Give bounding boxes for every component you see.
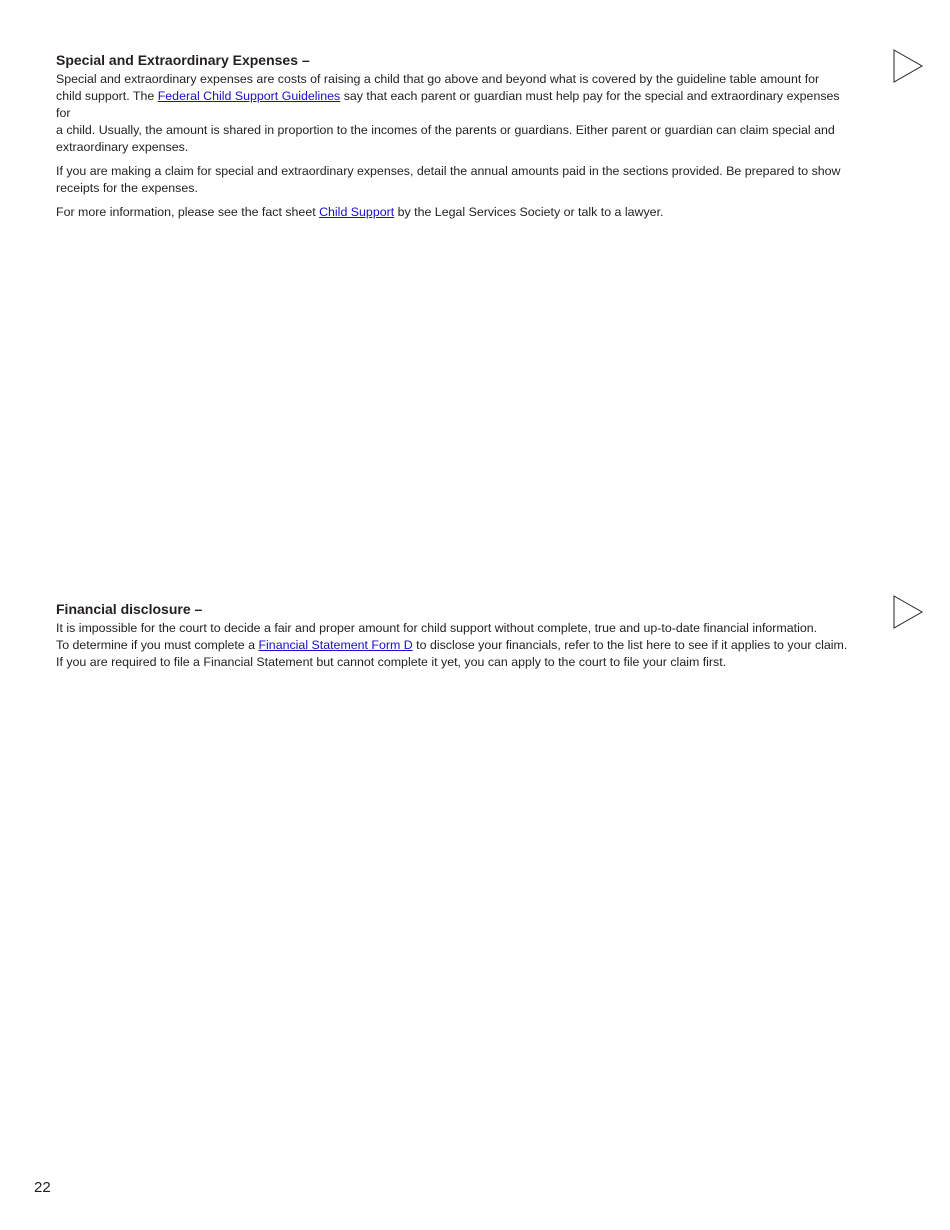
text-segment: by the Legal Services Society or talk to a lawyer. [394,205,664,219]
special-expenses-paragraph-2 [56,163,856,197]
financial-statement-form-d-link[interactable]: Financial Statement Form D [258,638,413,652]
text-line: extraordinary expenses. [56,140,189,154]
text-segment: to disclose your financials, refer to the list here to see if it applies to your claim. [412,638,848,652]
text-line: Special and extraordinary expenses are costs of raising a child that go above and beyond what is covered by the guideline table amount for [56,72,820,86]
text-line [56,88,856,105]
special-expenses-heading: Special and Extraordinary Expenses – [56,52,310,68]
triangle-right-icon-graphic [893,595,923,629]
special-expenses-section [56,52,856,221]
financial-disclosure-section [56,601,856,671]
text-line: It is impossible for the court to decide a fair and proper amount for child support without complete, true and up-to-date financial information. [56,621,818,635]
text-line: If you are required to file a Financial Statement but cannot complete it yet, you can apply to the court to file your claim first. [56,655,727,669]
text-segment: For more information, please see the fact sheet [56,205,320,219]
page-number: 22 [34,1179,51,1196]
text-segment: say that each parent or guardian must help pay for the special and extraordinary expenses [340,89,840,103]
text-line: receipts for the expenses. [56,181,198,195]
text-segment: child support. The [56,89,158,103]
financial-disclosure-heading: Financial disclosure – [56,601,203,617]
text-line: for [56,106,71,120]
text-line [56,637,856,654]
child-support-fact-sheet-link[interactable]: Child Support [319,205,395,219]
triangle-right-icon-graphic [893,49,923,83]
financial-disclosure-paragraph [56,620,856,671]
triangle-right-icon[interactable] [893,595,923,629]
text-line: a child. Usually, the amount is shared in proportion to the incomes of the parents or guardians. Either parent or guardian can claim special and [56,123,835,137]
special-expenses-paragraph-1 [56,71,856,156]
triangle-right-icon[interactable] [893,49,923,83]
special-expenses-paragraph-3 [56,204,856,221]
text-line [56,204,856,221]
text-segment: To determine if you must complete a [56,638,259,652]
federal-child-support-guidelines-link[interactable]: Federal Child Support Guidelines [157,89,341,103]
text-line: If you are making a claim for special and extraordinary expenses, detail the annual amounts paid in the sections provided. Be prepared to show [56,164,841,178]
